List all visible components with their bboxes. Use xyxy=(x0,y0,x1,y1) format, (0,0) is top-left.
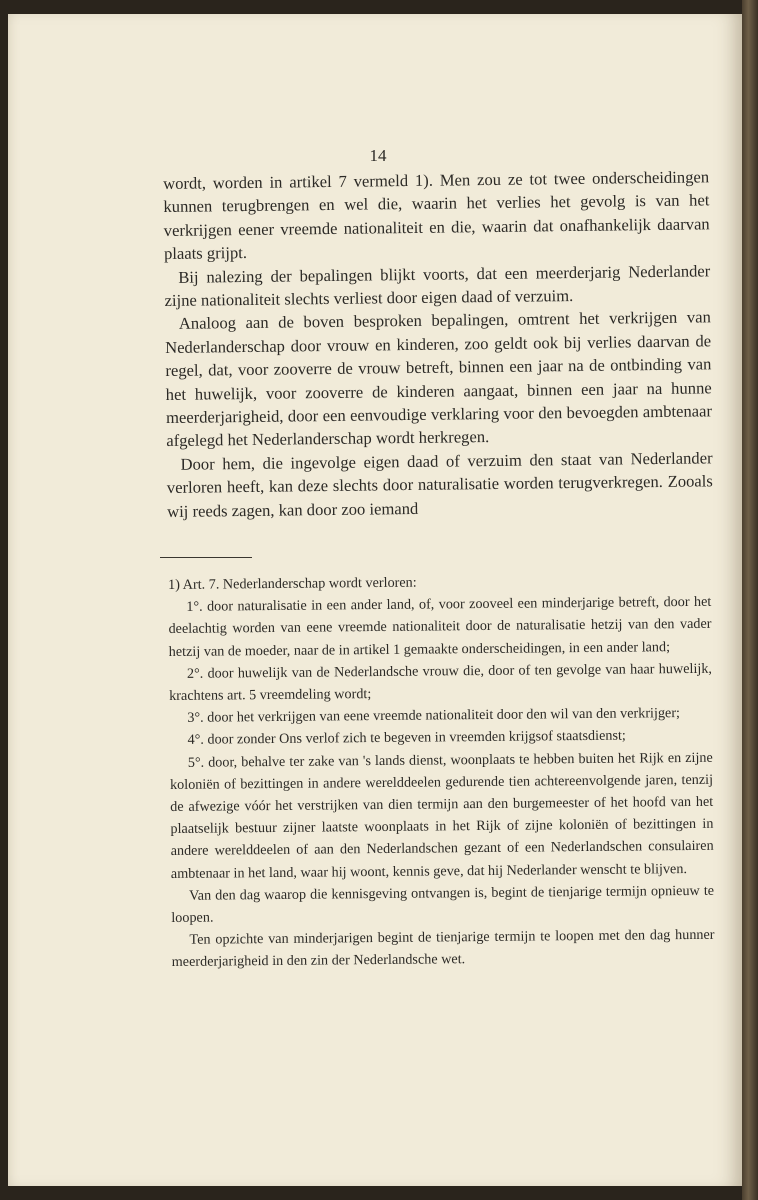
footnote-item-3: 3°. door het verkrijgen van eene vreemde nationaliteit door den wil van den verkrijger; xyxy=(187,705,681,727)
body-text xyxy=(163,165,713,523)
footnote-item-2: 2°. door huwelijk van de Nederlandsche vrouw die, door of ten gevolge van haar huwelijk, krachtens art. 5 vreemdeling wordt; xyxy=(169,660,713,705)
body-paragraph-3: Analoog aan de boven besproken bepalingen, omtrent het verkrijgen van Nederlanderschap door vrouw en kinderen, zoo geldt ook bij verlies daarvan de regel, dat, voor zooverre de vrouw betreft, binnen een jaar na de ontbinding van het huwelijk, voor zooverre de kinderen aangaat, binnen een jaar na hunne meerderjarigheid, door een eenvoudige verklaring voor den bevoegden ambtenaar afgelegd het Nederlanderschap wordt herkregen. xyxy=(165,307,713,451)
body-paragraph-4: Door hem, die ingevolge eigen daad of verzuim den staat van Nederlander verloren heeft, kan deze slechts door naturalisatie worden terugverkregen. Zooals wij reeds zagen, kan door zoo iemand xyxy=(166,448,713,521)
footnote-heading: 1) Art. 7. Nederlanderschap wordt verloren: xyxy=(168,574,417,593)
footnotes xyxy=(168,569,715,974)
page-number: 14 xyxy=(369,146,387,165)
footnote-item-1: 1°. door naturalisatie in een ander land, of, voor zooveel een minderjarige betreft, door het deelachtig worden van eene vreemde nationaliteit door de naturalisatie hetzij van den vader hetzij van de moeder, naar de in artikel 1 gemaakte onderscheidingen, in een ander land; xyxy=(168,593,712,660)
book-edge xyxy=(742,0,758,1200)
footnote-note-1: Van den dag waarop die kennisgeving ontvangen is, begint de tienjarige termijn opnieuw te loopen. xyxy=(171,882,715,927)
footnote-item-5: 5°. door, behalve ter zake van 's lands dienst, woonplaats te hebben buiten het Rijk en zijne koloniën of bezittingen in andere werelddeelen gedurende tien achtereenvolgende jaren, tenzij de afwezige vóór het verstrijken van dien termijn aan den burgemeester of het hoofd van het plaatselijk bestuur zijner laatste woonplaats in het Rijk of zijne koloniën of bezittingen in andere werelddeelen of aan den Nederlandschen gezant of een Nederlandschen consulairen ambtenaar in het land, waar hij woont, kennis geve, dat hij Nederlander wenscht te blijven. xyxy=(169,749,714,882)
footnote-item-4: 4°. door zonder Ons verlof zich te begeven in vreemden krijgsof staatsdienst; xyxy=(187,728,626,749)
footnote-divider xyxy=(160,557,252,558)
body-paragraph-2: Bij nalezing der bepalingen blijkt voorts, dat een meerderjarig Nederlander zijne nationaliteit slechts verliest door eigen daad of verzuim. xyxy=(164,260,711,311)
body-paragraph-1: wordt, worden in artikel 7 vermeld 1). Men zou ze tot twee onderscheidingen kunnen terugbrengen en wel die, waarin het verlies het gevolg is van het verkrijgen eener vreemde nationaliteit en die, waarin dat onafhankelijk daarvan plaats grijpt. xyxy=(163,167,710,264)
footnote-note-2: Ten opzichte van minderjarigen begint de tienjarige termijn te loopen met den dag hunner meerderjarigheid in den zin der Nederlandsche wet. xyxy=(171,927,715,971)
